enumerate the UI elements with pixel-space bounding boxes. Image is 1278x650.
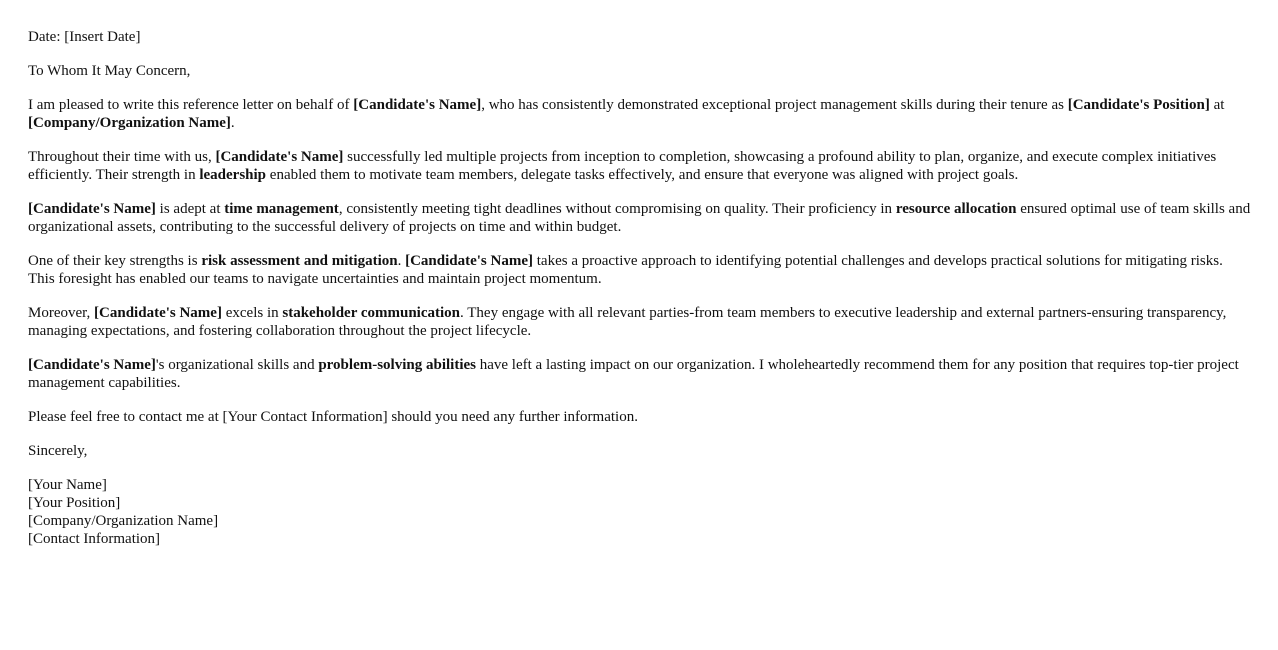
paragraph-text: ensured optimal use of team skills and organizational assets, contributing to the successful delivery of projects on time and within budget. <box>28 201 1251 235</box>
signature-name: [Your Name] <box>28 477 107 493</box>
paragraph-text: . <box>397 253 406 269</box>
signature-contact: [Contact Information] <box>28 531 161 547</box>
paragraph-text: 's organizational skills and <box>155 357 319 373</box>
candidate-name-placeholder: [Candidate's Name] <box>405 253 534 269</box>
contact-paragraph: Please feel free to contact me at [Your Contact Information] should you need any further information. <box>28 409 638 425</box>
candidate-name-placeholder: [Candidate's Name] <box>28 201 156 217</box>
reference-letter <box>28 28 1252 564</box>
paragraph-recommendation <box>28 356 1252 392</box>
closing: Sincerely, <box>28 443 88 459</box>
paragraph-text: at <box>1209 97 1225 113</box>
paragraph-introduction <box>28 96 1252 132</box>
organization-placeholder: [Company/Organization Name] <box>28 115 231 131</box>
signature-block <box>28 476 1252 548</box>
candidate-name-placeholder: [Candidate's Name] <box>215 149 344 165</box>
paragraph-text: enabled them to motivate team members, delegate tasks effectively, and ensure that everyone was aligned with project goals. <box>266 167 1019 183</box>
paragraph-leadership <box>28 148 1252 184</box>
skill-highlight: resource allocation <box>895 201 1017 217</box>
paragraph-text: , consistently meeting tight deadlines without compromising on quality. Their proficiency in <box>338 201 896 217</box>
paragraph-text: successfully led multiple projects from inception to completion, showcasing a profound ability to plan, organize, and execute complex initiatives efficiently. Their strength in <box>28 149 1217 183</box>
skill-highlight: problem-solving abilities <box>318 357 476 373</box>
skill-highlight: stakeholder communication <box>282 305 461 321</box>
paragraph-text: is adept at <box>155 201 225 217</box>
paragraph-text: have left a lasting impact on our organization. I wholeheartedly recommend them for any position that requires top-tier project management capabilities. <box>28 357 1239 391</box>
paragraph-text: Moreover, <box>28 305 95 321</box>
paragraph-text: I am pleased to write this reference letter on behalf of <box>28 97 354 113</box>
paragraph-risk-management <box>28 252 1252 288</box>
candidate-name-placeholder: [Candidate's Name] <box>94 305 222 321</box>
candidate-name-placeholder: [Candidate's Name] <box>353 97 482 113</box>
paragraph-text: excels in <box>221 305 283 321</box>
paragraph-text: , who has consistently demonstrated exceptional project management skills during their tenure as <box>481 97 1068 113</box>
paragraph-text: Throughout their time with us, <box>28 149 216 165</box>
paragraph-text: . <box>230 115 235 131</box>
paragraph-text: . They engage with all relevant parties-from team members to executive leadership and external partners-ensuring transparency, managing expectations, and fostering collaboration throughout the project lifecycle. <box>28 305 1227 339</box>
signature-organization: [Company/Organization Name] <box>28 513 219 529</box>
paragraph-text: One of their key strengths is <box>28 253 202 269</box>
signature-position: [Your Position] <box>28 495 121 511</box>
date-line: Date: [Insert Date] <box>28 29 141 45</box>
salutation: To Whom It May Concern, <box>28 63 191 79</box>
candidate-name-placeholder: [Candidate's Name] <box>28 357 156 373</box>
paragraph-time-management <box>28 200 1252 236</box>
skill-highlight: risk assessment and mitigation <box>201 253 398 269</box>
paragraph-communication <box>28 304 1252 340</box>
skill-highlight: time management <box>224 201 339 217</box>
skill-highlight: leadership <box>199 167 267 183</box>
candidate-position-placeholder: [Candidate's Position] <box>1067 97 1210 113</box>
paragraph-text: takes a proactive approach to identifying potential challenges and develops practical solutions for mitigating risks. This foresight has enabled our teams to navigate uncertainties and maintain project momentum. <box>28 253 1223 287</box>
